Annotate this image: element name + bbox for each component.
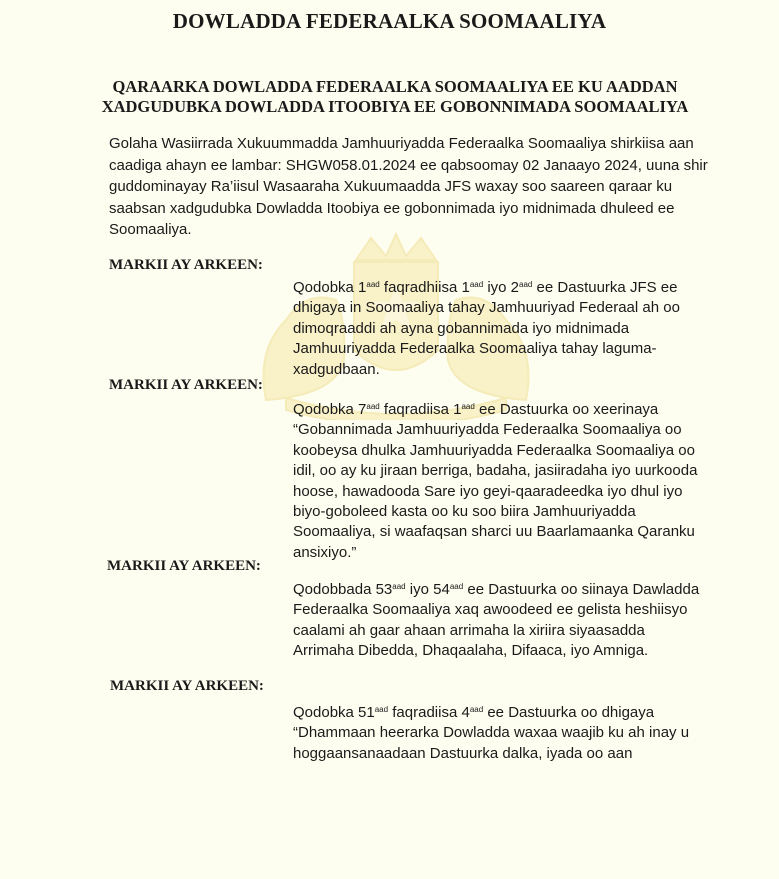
intro-paragraph: Golaha Wasiirrada Xukuummadda Jamhuuriyadda Federaalka Soomaaliya shirkiisa aan caadiga ahayn ee lambar: SHGW058.01.2024 ee qabsoomay 02 Janaayo 2024, uuna shir guddominayay Ra’iisul Wasaaraha Xukuumaadda JFS waxay soo saareen qaraar ku saabsan xadgudubka Dowladda Itoobiya ee gobonnimada iyo midnimada dhuleed ee Soomaaliya. [109,135,708,238]
section-label: MARKII AY ARKEEN: [107,558,261,574]
subtitle-line-2: XADGUDUBKA DOWLADDA ITOOBIYA EE GOBONNIMADA SOOMAALIYA [101,97,689,116]
section-label: MARKII AY ARKEEN: [109,377,263,393]
section-label: MARKII AY ARKEEN: [110,678,264,694]
document-subtitle [0,77,779,117]
section-paragraph: Qodobbada $53^{aad}$ iyo $54^{aad}$ ee Dastuurka oo siinaya Dawladda Federaalka Soomaaliya xaq awoodeed ee gelista heshiisyo caalami ah gaar ahaan arrimaha la xiriira siyaasadda Arrimaha Dibedda, Dhaqaalaha, Difaaca, iyo Amniga. [293,581,700,660]
section-paragraph: Qodobka $1^{aad}$ faqradhiisa $1^{aad}$ iyo $2^{aad}$ ee Dastuurka JFS ee dhigaya in Soomaaliya tahay Jamhuuriyad Federaal ah oo dimoqraaddi ah ayna gobannimada iyo midnimada Jamhuuriyadda Federaalka Soomaaliya tahay laguma-xadgudbaan. [293,279,680,378]
subtitle-line-1: QARAARKA DOWLADDA FEDERAALKA SOOMAALIYA EE KU AADDAN [112,77,678,96]
section-paragraph: Qodobka $7^{aad}$ faqradiisa $1^{aad}$ ee Dastuurka oo xeerinaya “Gobannimada Jamhuuriyadda Federaalka Soomaaliya oo koobeysa dhulka Jamhuuriyadda Federaalka Soomaaliya oo idil, oo ay ku jiraan berriga, badaha, jasiiradaha iyo uurkooda hoose, hawadooda Sare iyo geyi-qaaradeedka iyo dhul iyo biyo-goboleed kasta oo ku soo biira Jamhuuriyadda Soomaaliya, si waafaqsan sharci uu Baarlamaanka Qaranku ansixiyo.” [293,401,698,561]
section-paragraph: Qodobka $51^{aad}$ faqradiisa $4^{aad}$ ee Dastuurka oo dhigaya “Dhammaan heerarka Dowladda waxaa waajib ku ah inay u hoggaansanaadaan Dastuurka dalka, iyada oo aan [293,704,690,762]
section-label: MARKII AY ARKEEN: [109,257,263,273]
document-header-title: DOWLADDA FEDERAALKA SOOMAALIYA [172,9,607,33]
